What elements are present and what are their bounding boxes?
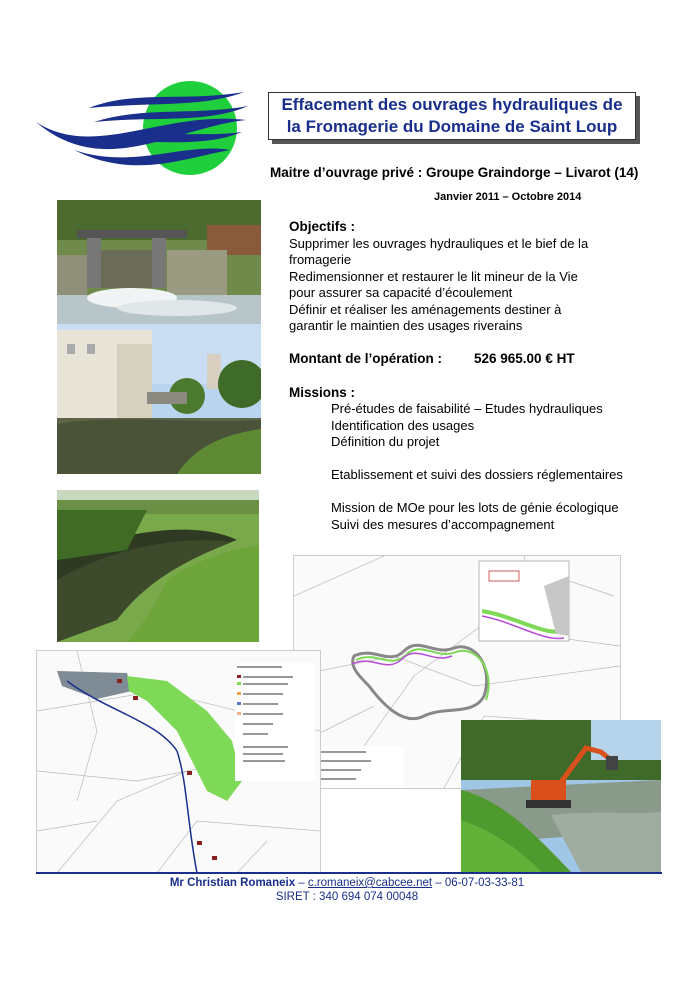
objectif-line: Supprimer les ouvrages hydrauliques et le bief de la [289,235,589,251]
mission-item: Identification des usages [331,417,475,433]
project-dates: Janvier 2011 – Octobre 2014 [434,191,582,203]
footer-separator: – [432,877,445,889]
objectif-line: Définir et réaliser les aménagements destiner à [289,301,562,317]
title-line-2: la Fromagerie du Domaine de Saint Loup [286,117,618,136]
footer-siret: SIRET : 340 694 074 00048 [275,891,419,903]
montant-value: 526 965.00 € HT [474,351,575,366]
footer-divider [36,872,662,874]
objectifs-section [289,219,588,335]
montant-label: Montant de l’opération : [289,351,442,366]
photo-mill-building [57,324,261,474]
objectif-line: fromagerie [289,252,352,267]
missions-heading: Missions : [289,385,356,400]
photo-weir [57,200,261,324]
photo-river-meander [57,490,259,642]
objectif-line: garantir le maintien des usages riverains [289,318,523,333]
objectifs-heading: Objectifs : [289,219,356,234]
mission-item: Suivi des mesures d’accompagnement [331,516,555,532]
footer-separator: – [295,877,308,889]
objectif-line: Redimensionner et restaurer le lit mineur de la Vie [289,268,578,284]
client-line: Maitre d’ouvrage privé : Groupe Graindorge – Livarot (14) [270,165,639,180]
title-box [268,92,636,140]
mission-item: Pré-études de faisabilité – Etudes hydrauliques [331,401,603,416]
map-riparian-usages [36,650,321,874]
objectif-line: pour assurer sa capacité d’écoulement [289,285,513,300]
mission-item: Etablissement et suivi des dossiers réglementaires [331,467,623,482]
photo-excavator-works [461,720,661,872]
contact-phone: 06-07-03-33-81 [444,877,525,889]
title-line-1: Effacement des ouvrages hydrauliques de [281,95,623,114]
footer-contact [0,877,694,889]
contact-email-link[interactable]: c.romaneix@cabcee.net [307,877,433,889]
contact-name: Mr Christian Romaneix [169,877,296,889]
waves-sun-logo-icon [34,80,252,180]
mission-item: Définition du projet [331,434,440,449]
missions-list [331,401,623,533]
mission-item: Mission de MOe pour les lots de génie écologique [331,500,619,515]
